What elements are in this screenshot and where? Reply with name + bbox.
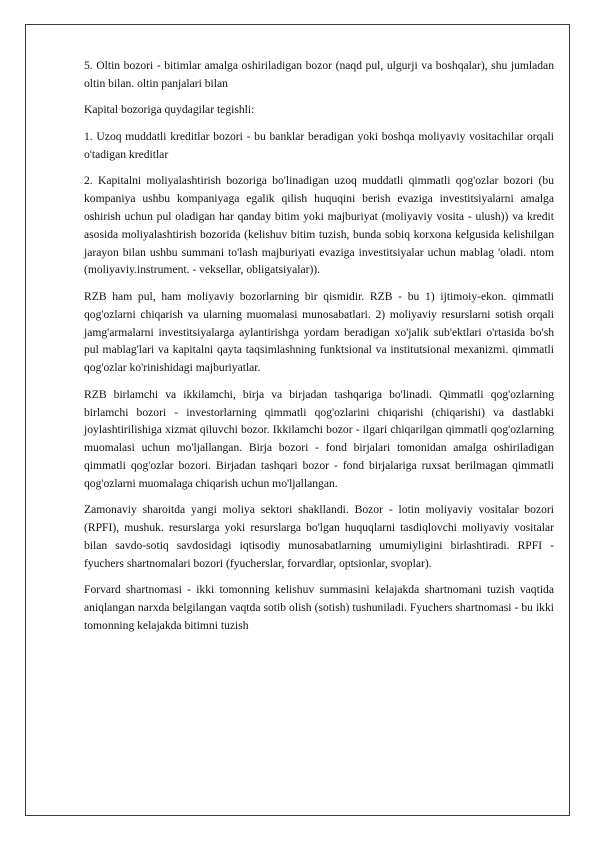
document-body — [84, 57, 554, 643]
paragraph-long-term-credit: 1. Uzoq muddatli kreditlar bozori - bu banklar beradigan yoki boshqa moliyaviy vositachilar orqali o'tadigan kreditlar — [84, 129, 554, 161]
paragraph-rzb-types: RZB birlamchi va ikkilamchi, birja va birjadan tashqariga bo'linadi. Qimmatli qog'ozlarning birlamchi bozori - investorlarning qimmatli qog'ozlarini chiqarishi (chiqarishi) va dastlabki joylashtirilishiga xizmat qiluvchi bozor. Ikkilamchi bozor - ilgari chiqarilgan qimmatli qog'ozlarning muomalasi uchun mo'ljallangan. Birja bozori - fond birjalari tomonidan amalga oshiriladigan qimmatli qog'ozlar bozori. Birjadan tashqari bozor - fond birjalariga ruxsat berilmagan qimmatli qog'ozlarni muomalaga chiqarish uchun mo'ljallangan. — [84, 387, 554, 490]
paragraph-rzb-definition: RZB ham pul, ham moliyaviy bozorlarning bir qismidir. RZB - bu 1) ijtimoiy-ekon. qimmatli qog'ozlarni chiqarish va ularning muomalasi munosabatlari. 2) moliyaviy resurslarni sotish orqali jamg'armalarni investitsiyalarga aylantirishga yordam beradigan xo'jalik sub'ektlari o'rtasida bo'sh pul mablag'lari va kapitalni qayta taqsimlashning funktsional va institutsional mexanizmi. qimmatli qog'ozlar ko'rinishidagi majburiyatlar. — [84, 289, 554, 375]
paragraph-forward-contract: Forvard shartnomasi - ikki tomonning kelishuv summasini kelajakda shartnomani tuzish vaqtida aniqlangan narxda belgilangan vaqtda sotib olish (sotish) tushuniladi. Fyuchers shartnomasi - bu ikki tomonning kelajakda bitimni tuzish — [84, 583, 554, 632]
paragraph-securities-market: 2. Kapitalni moliyalashtirish bozoriga bo'linadigan uzoq muddatli qimmatli qog'ozlar bozori (bu kompaniya ushbu kompaniyaga egalik qilish huquqini berish evaziga investitsiyalarni amalga oshirish uchun pul oladigan har qanday bitim yoki majburiyat (moliyaviy vosita - ulush)) va kredit asosida moliyalashtirish bozorida (kelishuv bitim tuzish, bunda sobiq korxona kelgusida kelishilgan jarayon bilan ushbu summani to'lash majburiyati evaziga investitsiyalar uchun mablag 'oladi. ntom (moliyaviy.instrument. - veksellar, obligatsiyalar)). — [84, 174, 554, 277]
paragraph-capital-market-intro: Kapital bozoriga quydagilar tegishli: — [84, 103, 255, 117]
paragraph-rpfi: Zamonaviy sharoitda yangi moliya sektori shakllandi. Bozor - lotin moliyaviy vositalar bozori (RPFI), mushuk. resurslarga yoki resurslarga bo'lgan huquqlarni tasdiqlovchi moliyaviy vositalar bilan savdo-sotiq savdosidagi iqtisodiy munosabatlarning umumiyligini birlashtiradi. RPFI - fyuchers shartnomalari bozori (fyucherslar, forvardlar, optsionlar, svoplar). — [84, 503, 554, 570]
paragraph-gold-market: 5. Oltin bozori - bitimlar amalga oshiriladigan bozor (naqd pul, ulgurji va boshqalar), shu jumladan oltin bilan. oltin panjalari bilan — [84, 59, 554, 90]
